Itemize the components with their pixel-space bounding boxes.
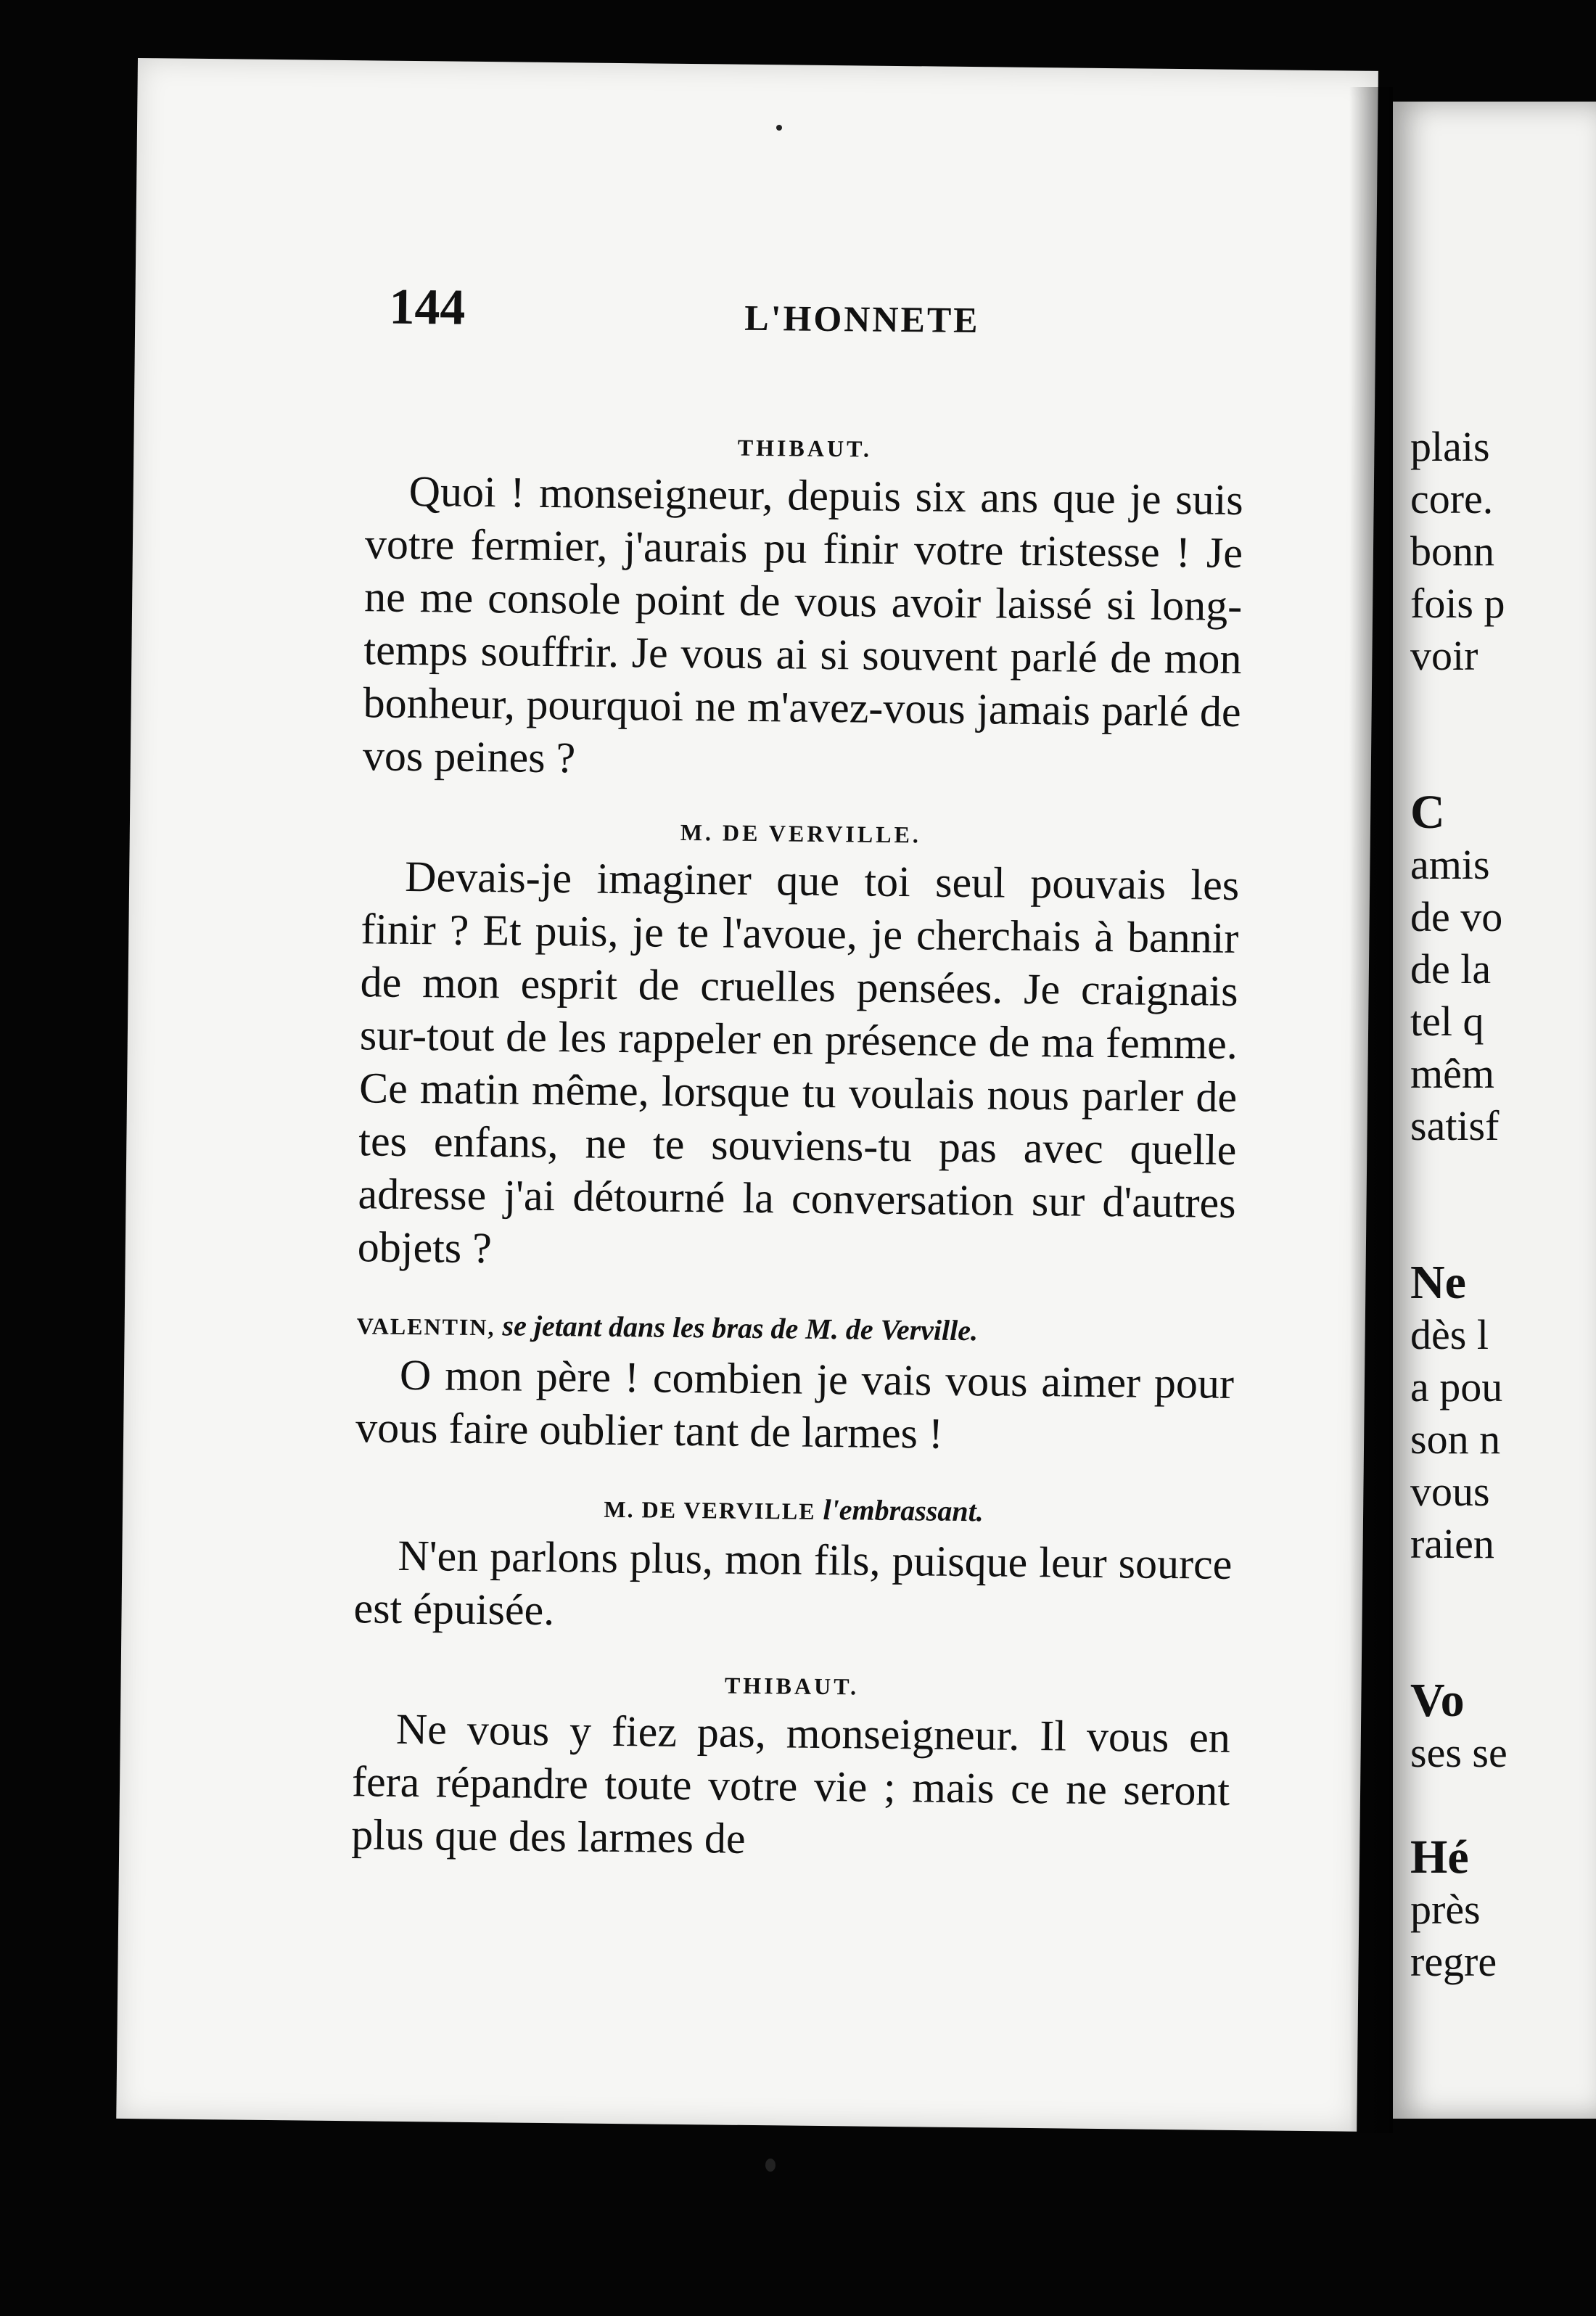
right-page-line: Vo (1410, 1675, 1465, 1727)
right-page-line: son n (1410, 1416, 1501, 1463)
right-page-line: Ne (1410, 1257, 1466, 1309)
stage-direction: l'embrassant. (815, 1492, 984, 1528)
right-page-line: C (1410, 787, 1445, 839)
right-page-line: de la (1410, 945, 1492, 993)
right-page-line (1410, 1779, 1596, 1831)
right-page-text (1410, 421, 1596, 1988)
dust-speck (765, 2159, 776, 2172)
speaker-heading: M. DE VERVILLE. (680, 818, 922, 848)
right-page-line (1410, 734, 1596, 787)
dialogue-paragraph: Devais-je imaginer que toi seul pouvais les finir ? Et puis, je te l'avoue, je cherchais à bannir de mon esprit de cruelles pensées. Je craignais sur-tout de les rappeler en présence de ma femme. Ce matin même, lorsque tu voulais nous parler de tes enfans, ne te souviens-tu pas avec quelle adresse j'ai détourné la conversation sur d'autres objets ? (357, 852, 1240, 1273)
right-page-line: mêm (1410, 1050, 1494, 1097)
right-page-line (1410, 682, 1596, 734)
speaker-direction-line (355, 1487, 1233, 1531)
text-block (351, 430, 1244, 1904)
right-page-line: plais (1410, 423, 1490, 470)
right-page-line (1410, 1622, 1596, 1675)
right-page-line: près (1410, 1886, 1481, 1933)
left-page (116, 58, 1378, 2132)
right-page-line: raien (1410, 1520, 1494, 1567)
speaker-heading: THIBAUT. (737, 434, 873, 462)
right-page-line: core. (1410, 475, 1494, 522)
running-head: L'HONNETE (744, 297, 980, 341)
right-page-line: voir (1410, 632, 1478, 679)
dialogue-paragraph: Ne vous y fiez pas, monseigneur. Il vous en fera répandre toute votre vie ; mais ce ne seront plus que des larmes de (351, 1704, 1231, 1863)
right-page-line (1410, 1152, 1596, 1204)
right-page-line: satisf (1410, 1102, 1500, 1149)
right-page-line: amis (1410, 841, 1490, 888)
right-page-line: a pou (1410, 1363, 1503, 1410)
right-page-line: vous (1410, 1468, 1490, 1515)
dialogue-paragraph: Quoi ! monseigneur, depuis six ans que je suis votre fermier, j'aurais pu finir votre tristesse ! Je ne me console point de vous avoir laissé si long-temps souffrir. Je vous ai si souvent parlé de mon bonheur, pourquoi ne m'avez-vous jamais parlé de vos peines ? (362, 467, 1244, 782)
right-page-line: tel q (1410, 998, 1484, 1045)
dialogue-paragraph: O mon père ! combien je vais vous aimer pour vous faire oublier tant de larmes ! (355, 1350, 1235, 1458)
dialogue-paragraph: N'en parlons plus, mon fils, puisque leur source est épuisée. (353, 1531, 1233, 1635)
right-page-line: bonn (1410, 527, 1494, 575)
speaker-direction-line (356, 1307, 1234, 1350)
page-number: 144 (389, 279, 466, 336)
speaker-heading: THIBAUT. (724, 1672, 860, 1700)
speaker-name: VALENTIN, (356, 1313, 495, 1341)
right-page-line: fois p (1410, 580, 1505, 627)
speaker-name: M. DE VERVILLE (604, 1495, 816, 1524)
stage-direction: se jetant dans les bras de M. de Verville. (495, 1309, 979, 1347)
right-page-line: Hé (1410, 1831, 1469, 1884)
right-page-line: ses se (1410, 1729, 1507, 1776)
right-page-line: regre (1410, 1938, 1497, 1985)
right-page (1393, 102, 1596, 2119)
gutter-shadow (1349, 87, 1393, 2133)
dust-speck (776, 125, 782, 131)
right-page-line (1410, 1570, 1596, 1622)
right-page-line (1410, 1204, 1596, 1257)
right-page-line: dès l (1410, 1311, 1489, 1358)
right-page-line: de vo (1410, 893, 1503, 940)
